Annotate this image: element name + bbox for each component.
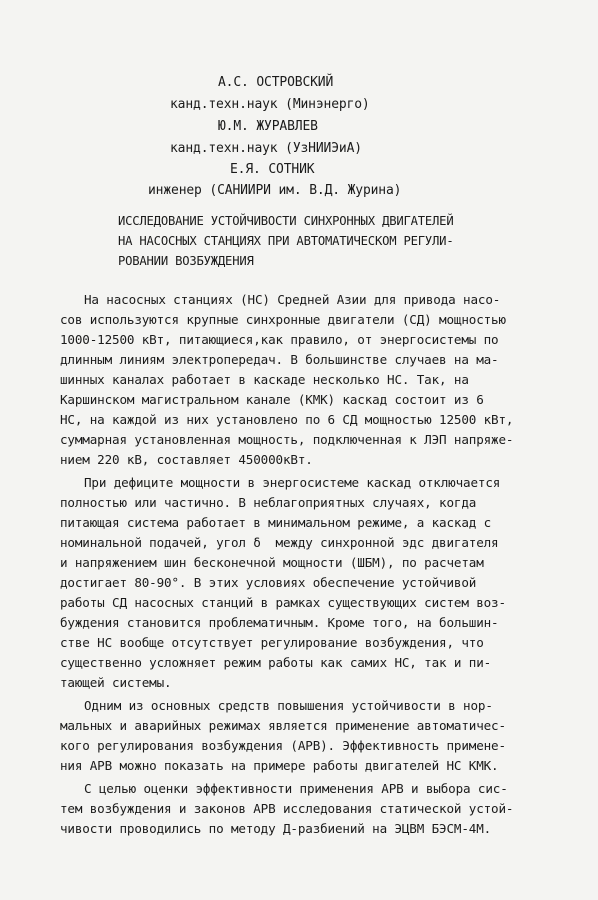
text-line: длинным линиям электропередач. В большинстве случаев на ма- (60, 352, 499, 367)
text-line: полностью или частично. В неблагоприятных случаях, когда (60, 495, 477, 510)
author-1-name: А.С. ОСТРОВСКИЙ (218, 75, 334, 90)
text-line: мальных и аварийных режимах является применение автоматичес- (60, 718, 506, 733)
text-line: чивости проводились по методу Д-разбиений на ЭЦВМ БЭСМ-4М. (60, 821, 492, 836)
author-1-affiliation: канд.техн.наук (Минэнерго) (170, 97, 370, 112)
text-line: суммарная установленная мощность, подключенная к ЛЭП напряже- (60, 432, 514, 447)
text-line: тем возбуждения и законов АРВ исследования статической устой- (60, 801, 514, 816)
text-line: 1000-12500 кВт, питающиеся,как правило, от энергосистемы по (60, 332, 499, 347)
text-line: С целью оценки эффективности применения АРВ и выбора сис- (84, 781, 508, 796)
text-line: При дефиците мощности в энергосистеме каскад отключается (84, 475, 501, 490)
text-line: питающая система работает в минимальном режиме, а каскад с (60, 515, 492, 530)
text-line: Одним из основных средств повышения устойчивости в нор- (84, 698, 493, 713)
text-line: шинных каналах работает в каскаде несколько НС. Так, на (60, 372, 469, 387)
title-line: ИССЛЕДОВАНИЕ УСТОЙЧИВОСТИ СИНХРОННЫХ ДВИГАТЕЛЕЙ (118, 214, 454, 228)
author-3-affiliation: инженер (САНИИРИ им. В.Д. Журина) (148, 183, 402, 198)
author-2-affiliation: канд.техн.наук (УзНИИЭиА) (170, 141, 362, 156)
author-3-name: Е.Я. СОТНИК (230, 162, 315, 177)
text-line: достигает 80-90°. В этих условиях обеспечение устойчивой (60, 575, 477, 590)
title-line: РОВАНИИ ВОЗБУЖДЕНИЯ (118, 254, 254, 268)
text-line: НС, на каждой из них установлено по 6 СД мощностью 12500 кВт, (60, 412, 514, 427)
title-line: НА НАСОСНЫХ СТАНЦИЯХ ПРИ АВТОМАТИЧЕСКОМ РЕГУЛИ- (118, 234, 454, 248)
text-line: ния АРВ можно показать на примере работы двигателей НС КМК. (60, 758, 499, 773)
text-line: нием 220 кВ, составляет 450000кВт. (60, 452, 313, 467)
text-line: На насосных станциях (НС) Средней Азии для привода насо- (84, 292, 501, 307)
text-line: кого регулирования возбуждения (АРВ). Эффективность примене- (60, 738, 506, 753)
text-line: стве НС вообще отсутствует регулирование возбуждения, что (60, 635, 484, 650)
text-line: Каршинском магистральном канале (КМК) каскад состоит из 6 (60, 392, 484, 407)
text-line: тающей системы. (60, 675, 172, 690)
text-line: буждения становится проблематичным. Кроме того, на большин- (60, 615, 499, 630)
text-line: и напряжением шин бесконечной мощности (ШБМ), по расчетам (60, 555, 484, 570)
text-line: номинальной подачей, угол δ между синхронной эдс двигателя (60, 535, 499, 550)
text-line: работы СД насосных станций в рамках существующих систем воз- (60, 595, 506, 610)
text-line: сов используются крупные синхронные двигатели (СД) мощностью (60, 312, 506, 327)
text-line: существенно усложняет режим работы как самих НС, так и пи- (60, 655, 492, 670)
author-2-name: Ю.М. ЖУРАВЛЕВ (218, 119, 318, 134)
